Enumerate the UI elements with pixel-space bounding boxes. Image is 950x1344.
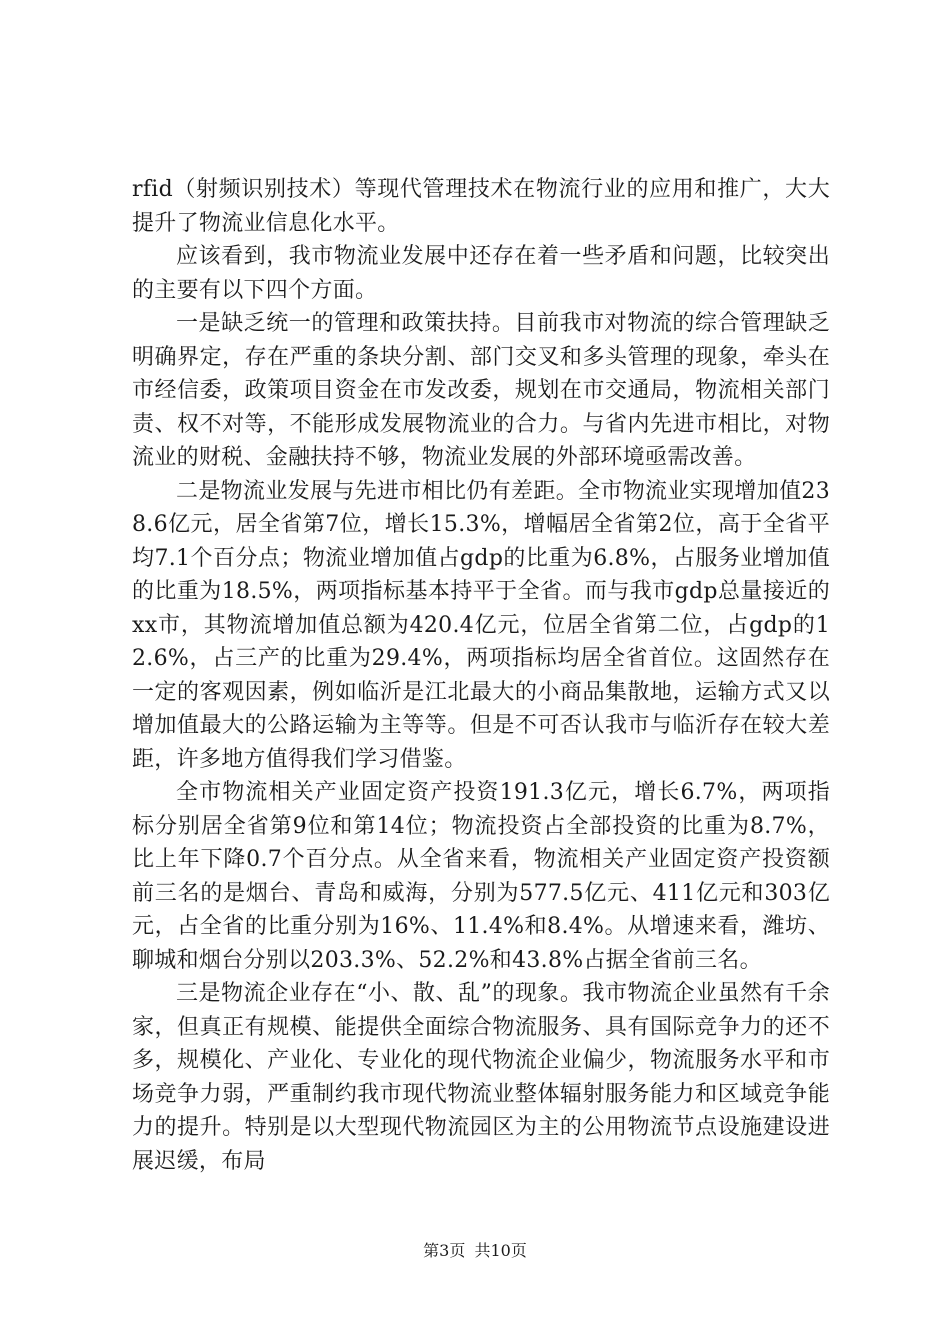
- document-body: [132, 173, 830, 1178]
- paragraph-3: 一是缺乏统一的管理和政策扶持。目前我市对物流的综合管理缺乏明确界定，存在严重的条块分割、部门交叉和多头管理的现象，牵头在市经信委，政策项目资金在市发改委，规划在市交通局，物流相关部门责、权不对等，不能形成发展物流业的合力。与省内先进市相比，对物流业的财税、金融扶持不够，物流业发展的外部环境亟需改善。: [132, 311, 830, 470]
- page-total: 共10页: [474, 1241, 527, 1260]
- paragraph-5: 全市物流相关产业固定资产投资191.3亿元，增长6.7%，两项指标分别居全省第9位和第14位；物流投资占全部投资的比重为8.7%，比上年下降0.7个百分点。从全省来看，物流相关产业固定资产投资额前三名的是烟台、青岛和威海，分别为577.5亿元、411亿元和303亿元，占全省的比重分别为16%、11.4%和8.4%。从增速来看，潍坊、聊城和烟台分别以203.3%、52.2%和43.8%占据全省前三名。: [132, 780, 830, 973]
- paragraph-6: 三是物流企业存在“小、散、乱”的现象。我市物流企业虽然有千余家，但真正有规模、能提供全面综合物流服务、具有国际竞争力的还不多，规模化、产业化、专业化的现代物流企业偏少，物流服务水平和市场竞争力弱，严重制约我市现代物流业整体辐射服务能力和区域竞争能力的提升。特别是以大型现代物流园区为主的公用物流节点设施建设进展迟缓，布局: [132, 981, 830, 1174]
- paragraph-2: 应该看到，我市物流业发展中还存在着一些矛盾和问题，比较突出的主要有以下四个方面。: [132, 244, 830, 303]
- page-number: 第3页: [423, 1241, 466, 1260]
- page-footer: [0, 1241, 950, 1261]
- paragraph-4: 二是物流业发展与先进市相比仍有差距。全市物流业实现增加值238.6亿元，居全省第7位，增长15.3%，增幅居全省第2位，高于全省平均7.1个百分点；物流业增加值占gdp的比重为6.8%，占服务业增加值的比重为18.5%，两项指标基本持平于全省。而与我市gdp总量接近的xx市，其物流增加值总额为420.4亿元，位居全省第二位，占gdp的12.6%，占三产的比重为29.4%，两项指标均居全省首位。这固然存在一定的客观因素，例如临沂是江北最大的小商品集散地，运输方式又以增加值最大的公路运输为主等等。但是不可否认我市与临沂存在较大差距，许多地方值得我们学习借鉴。: [132, 478, 830, 772]
- paragraph-1: rfid（射频识别技术）等现代管理技术在物流行业的应用和推广，大大提升了物流业信息化水平。: [132, 177, 830, 236]
